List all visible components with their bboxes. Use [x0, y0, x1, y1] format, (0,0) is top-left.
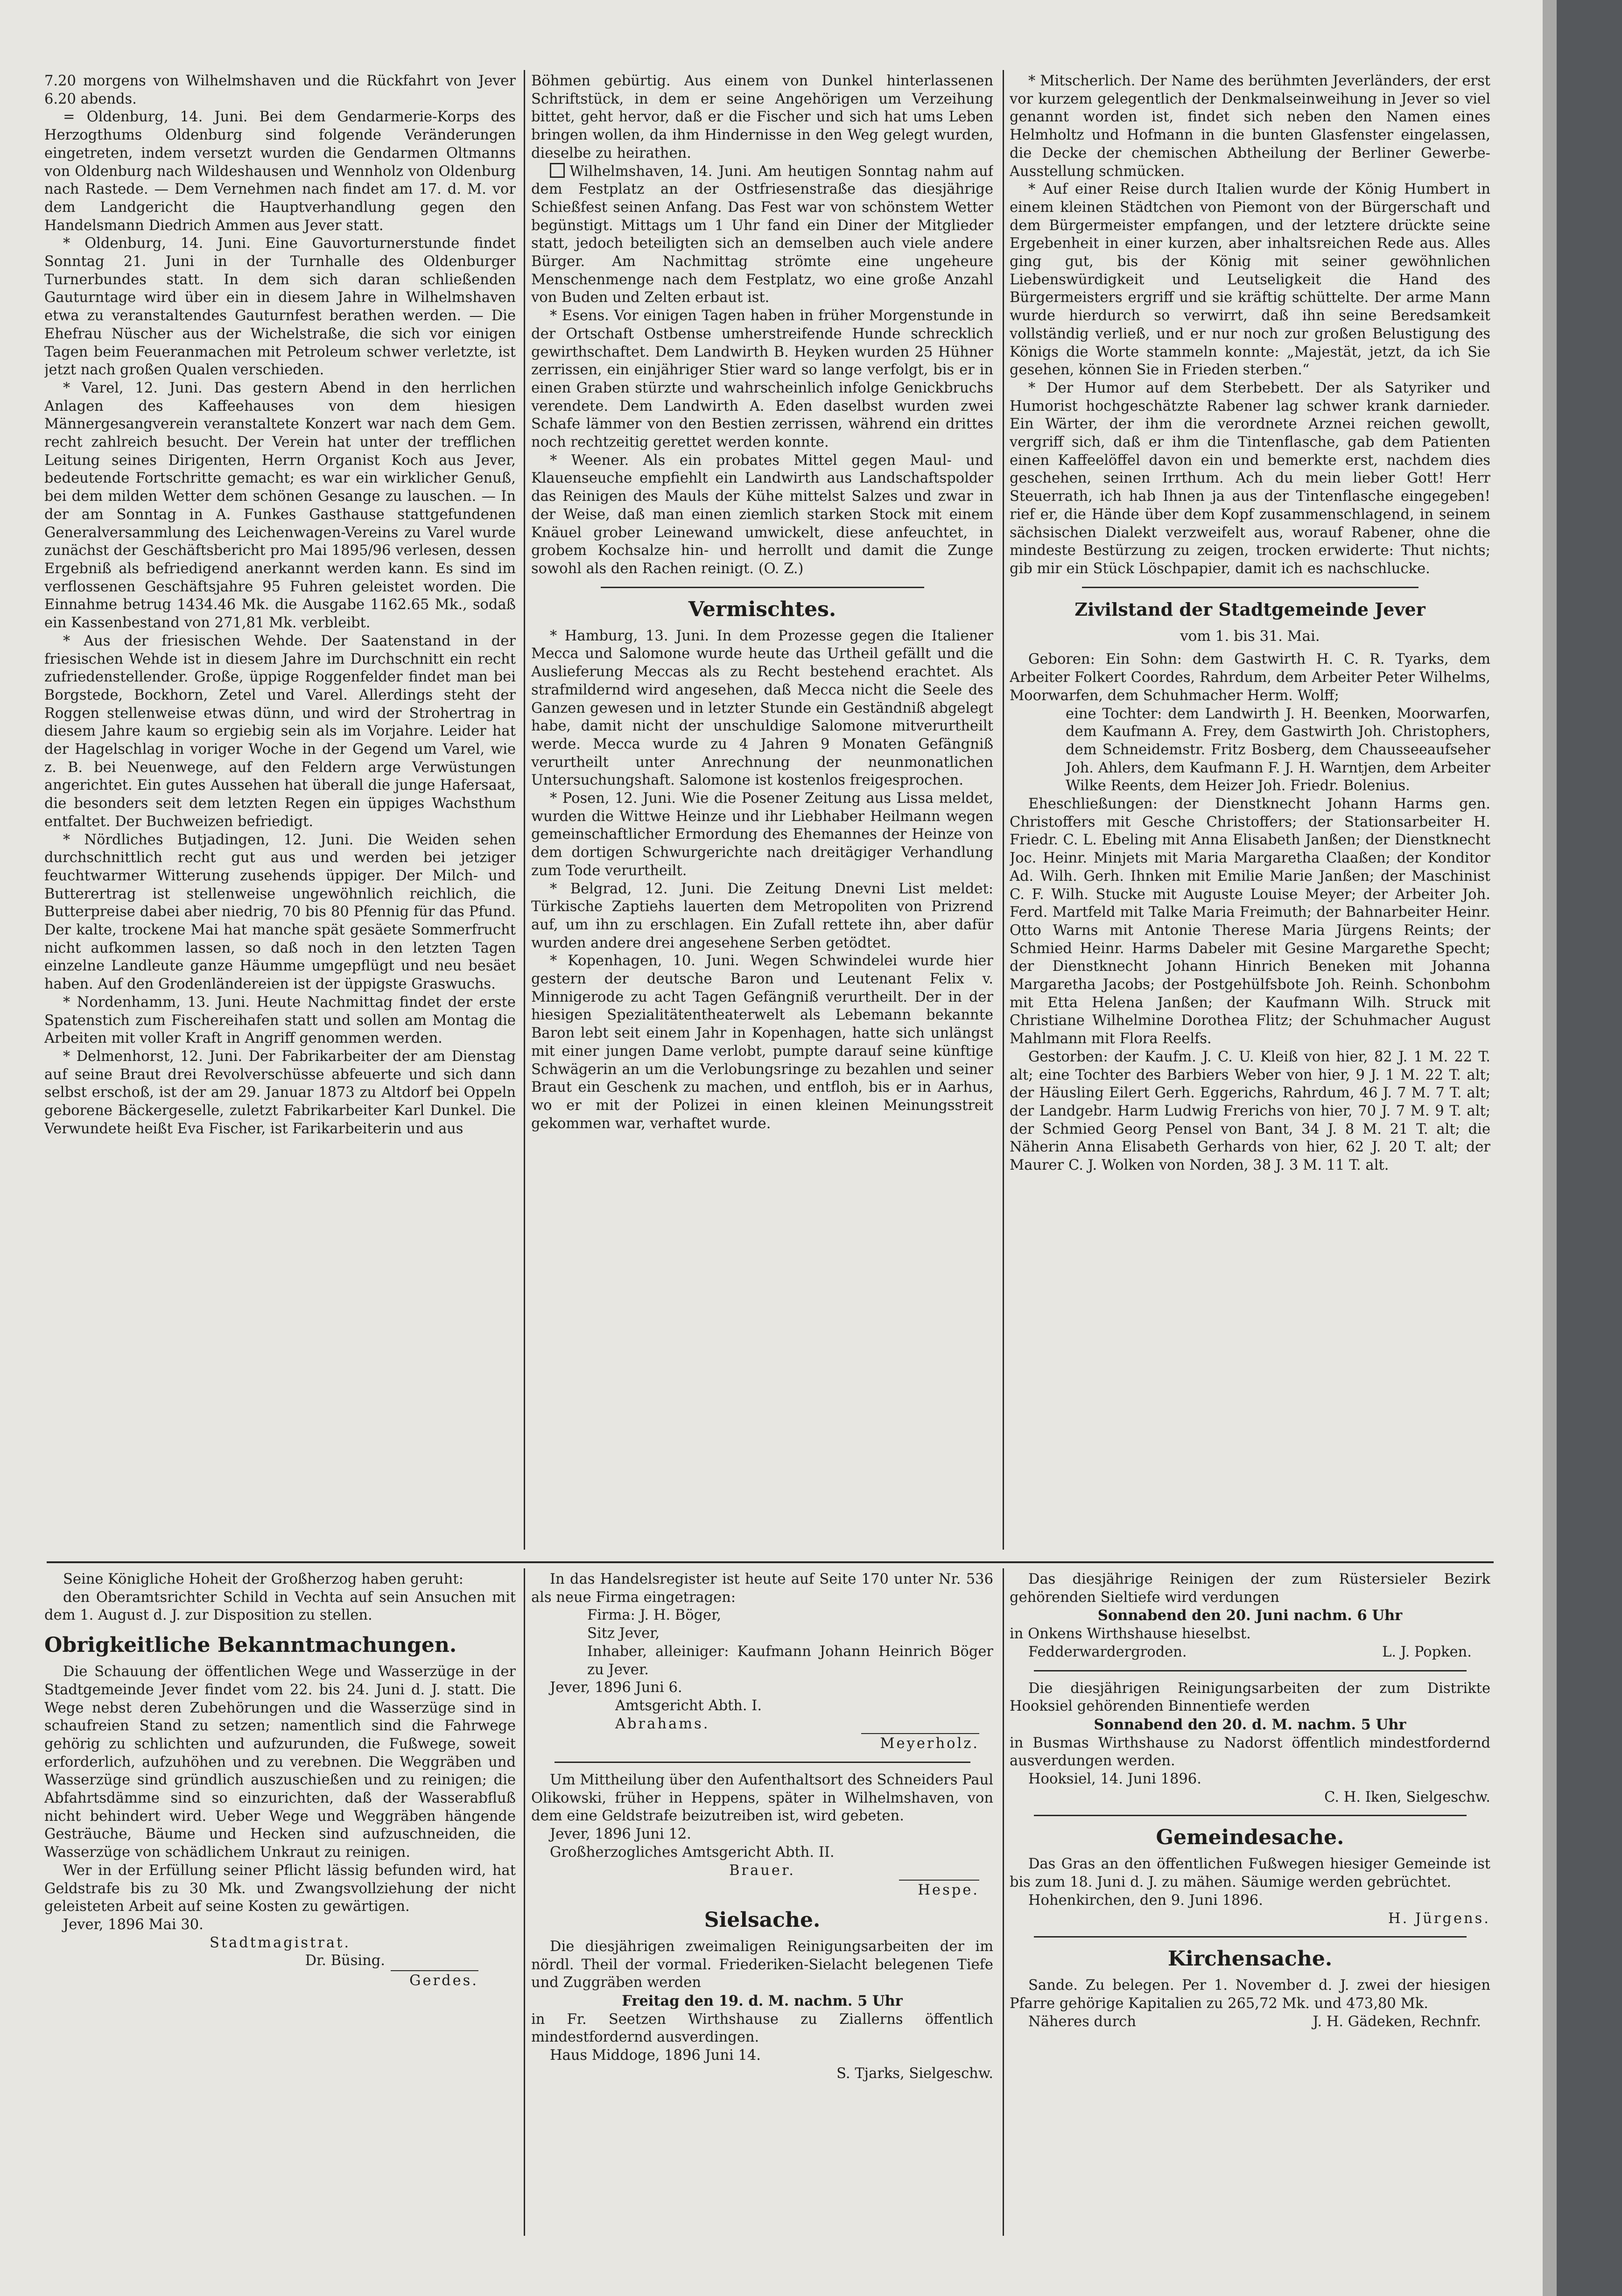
article: Wilhelmshaven, 14. Juni. Am heutigen Sonntag nahm auf dem Festplatz an der Ostfriesenstraße das diesjährige Schießfest seinen Anfang. Das Fest war von schönstem Wetter begünstigt. Mittags um 1 Uhr fand ein Diner der Mitglieder statt, jedoch beteiligten sich an demselben auch viele andere Bürger. Am Nachmittag strömte eine ungeheure Menschenmenge nach dem Festplatz, wo eine große Anzahl von Buden und Zelten erbaut ist.: [531, 163, 993, 306]
column-rule: [524, 70, 525, 1550]
box-icon: [550, 163, 565, 178]
news-column-3: [1010, 72, 1490, 1557]
article: * Kopenhagen, 10. Juni. Wegen Schwindelei wurde hier gestern der deutsche Baron und Leutenant Felix v. Minnigerode zu acht Tagen Gefängniß verurtheilt. Der in der hiesigen Spezialitätentheaterwelt als Lebemann bekannte Baron lebt seit einem Jahr in Kopenhagen, hatte sich unlängst mit einer jungen Dame verlobt, pumpte darauf seine künftige Schwägerin an um die Verlobungsringe zu bezahlen und seiner Braut ein Geschenk zu machen, und entfloh, bis er in Aarhus, wo er mit der Polizei in einen kleinen Meinungsstreit gekommen war, verhaftet wurde.: [531, 953, 993, 1132]
notice-name: Brauer.: [729, 1862, 795, 1879]
notice-text: Sitz Jever,: [587, 1625, 660, 1642]
scan-background: [1557, 0, 1622, 2296]
article: * Aus der friesischen Wehde. Der Saatenstand in der friesischen Wehde ist in diesem Jahre im Durchschnitt ein recht zufriedenstellender. Große, üppige Roggenfelder findet man bei Borgstede, Bockhorn, Zetel und Varel. Allerdings steht der Roggen stellenweise etwas dünn, und wird der Strohertrag in diesem Jahre kaum so ergiebig sein als im Vorjahre. Leider hat der Hagelschlag in voriger Woche in der Gegend um Varel, wie z. B. bei Neuenwege, auf den Feldern arge Verwüstungen angerichtet. Ein gutes Aussehen hat überall die junge Hafersaat, die besonders seit dem letzten Regen ein üppiges Wachsthum entfaltet. Der Buchweizen befriedigt.: [44, 632, 516, 830]
notice-heading: Kirchensache.: [1167, 1947, 1333, 1971]
article: * Auf einer Reise durch Italien wurde der König Humbert in einem kleinen Städtchen von Piemont von der Bürgerschaft und dem Bürgermeister empfangen, und der letztere drückte seine Ergebenheit in einer kurzen, aber inhaltsreichen Rede aus. Alles ging gut, bis der König mit seiner gewöhnlichen Liebenswürdigkeit und Leutseligkeit die Hand des Bürgermeisters ergriff und sie kräftig schüttelte. Der arme Mann wurde hierdurch so verwirrt, daß ihn seine Beredsamkeit vollständig verließ, und er nur noch zur großen Belustigung des Königs die Worte stammeln konnte: „Majestät, jetzt, da ich Sie gesehen, können Sie in Frieden sterben.“: [1010, 181, 1490, 379]
notice-name: Abrahams.: [615, 1715, 710, 1732]
divider: [1082, 587, 1418, 588]
notice-date: Hooksiel, 14. Juni 1896.: [1028, 1771, 1201, 1788]
notice-text: Die diesjährigen zweimaligen Reinigungsarbeiten der im nördl. Theil der vormal. Friederiken-Sielacht belegenen Tiefe und Zuggräben werden: [531, 1938, 993, 1991]
notice-column-2: [531, 1571, 993, 2243]
section-heading: Vermischtes.: [688, 597, 836, 621]
article: Böhmen gebürtig. Aus einem von Dunkel hinterlassenen Schriftstück, in dem er seine Angehörigen um Verzeihung bittet, geht hervor, daß er die Fischer und sich hat ums Leben bringen wollen, da ihm Hindernisse in den Weg gelegt wurden, dieselbe zu heirathen.: [531, 73, 993, 161]
civil-register-entry: Geboren: Ein Sohn: dem Gastwirth H. C. R. Tyarks, dem Arbeiter Folkert Coordes, Rahrdum, dem Arbeiter Peter Wilhelms, Moorwarfen, dem Schuhmacher Herm. Wolff;: [1010, 651, 1490, 704]
article: * Hamburg, 13. Juni. In dem Prozesse gegen die Italiener Mecca und Salomone wurde heute das Urtheil gefällt und die Auslieferung Meccas als zu Recht bestehend erachtet. Als strafmildernd wird angesehen, daß Mecca nicht die Seele des Ganzen gewesen und in letzter Stunde ein Geständniß abgelegt habe, damit nicht der unschuldige Salomone mitverurtheilt werde. Mecca wurde zu 4 Jahren 9 Monaten Gefängniß verurtheilt unter Anrechnung der neunmonatlichen Untersuchungshaft. Salomone ist kostenlos freigesprochen.: [531, 627, 993, 789]
article: * Mitscherlich. Der Name des berühmten Jeverländers, der erst vor kurzem gelegentlich der Denkmalseinweihung in Jever so viel genannt worden ist, findet sich neben den Namen eines Helmholtz und Hofmann in die bunten Glasfenster eingelassen, die Decke der chemischen Abtheilung der Berliner Gewerbe-Ausstellung schmücken.: [1010, 73, 1490, 180]
section-heading: Zivilstand der Stadtgemeinde Jever: [1074, 598, 1425, 620]
notice-text: Firma: J. H. Böger,: [587, 1607, 722, 1624]
notice-date-bold: Sonnabend den 20. d. M. nachm. 5 Uhr: [1094, 1716, 1406, 1733]
notice-heading: Sielsache.: [704, 1908, 821, 1932]
notice-heading: Obrigkeitliche Bekanntmachungen.: [44, 1633, 457, 1657]
notice-date: Jever, 1896 Juni 12.: [550, 1826, 691, 1843]
divider: [555, 1762, 970, 1763]
divider: [1034, 1936, 1467, 1938]
article: * Weener. Als ein probates Mittel gegen Maul- und Klauenseuche empfiehlt ein Landwirth aus Landschaftspolder das Reinigen des Mauls der Kühe mittelst Salzes und zwar in der Weise, daß man einen ziemlich starken Stock mit einem Knäuel grober Leinewand umwickelt, diese anfeuchtet, in grobem Kochsalze hin- und herrollt und damit die Zunge sowohl als den Rachen reinigt. (O. Z.): [531, 452, 993, 577]
article: * Posen, 12. Juni. Wie die Posener Zeitung aus Lissa meldet, wurden die Wittwe Heinze und ihr Liebhaber Heilmann wegen gemeinschaftlicher Ermordung des Ehemannes der Heinze von dem dortigen Schwurgerichte nach dreitägiger Verhandlung zum Tode verurtheilt.: [531, 790, 993, 879]
notice-authority: Stadtmagistrat.: [209, 1934, 351, 1951]
article: = Oldenburg, 14. Juni. Bei dem Gendarmerie-Korps des Herzogthums Oldenburg sind folgende Veränderungen eingetreten, indem versetzt wurden die Gendarmen Oltmanns von Oldenburg nach Wildeshausen und Wennholz von Oldenburg nach Rastede. — Dem Vernehmen nach findet am 17. d. M. vor dem Landgericht die Hauptverhandlung gegen den Handelsmann Diedrich Ammen aus Jever statt.: [44, 109, 516, 234]
notice-text: Sande. Zu belegen. Per 1. November d. J. zwei der hiesigen Pfarre gehörige Kapitalien zu 265,72 Mk. und 473,80 Mk.: [1010, 1977, 1490, 2012]
column-rule: [1003, 1568, 1004, 2236]
notice-date-bold: Freitag den 19. d. M. nachm. 5 Uhr: [622, 1993, 903, 2010]
notice-text: in Fr. Seetzen Wirthshause zu Ziallerns öffentlich mindestfordernd ausverdingen.: [531, 2011, 993, 2046]
notice-column-3: [1010, 1571, 1490, 2243]
notice-text: Die Schauung der öffentlichen Wege und Wasserzüge in der Stadtgemeinde Jever findet vom 22. bis 24. Juni d. J. statt. Die Wege nebst deren Zubehörungen und die Wasserzüge sind in schaufreien Stand zu setzen; namentlich sind die Fahrwege gehörig zu schlichten und aufzurunden, die Fußwege, soweit erforderlich, aufzuhöhen und zu verebnen. Die Weggräben und Wasserzüge sind gründlich auszuschießen und zu reinigen; die Abfahrtsdämme sind so einzurichten, daß der Wasserabfluß nicht behindert wird. Ueber Wege und Weggräben hängende Gesträuche, Bäume und Hecken sind aufzuschneiden, die Wasserzüge von schädlichem Unkraut zu reinigen.: [44, 1664, 516, 1861]
article: * Delmenhorst, 12. Juni. Der Fabrikarbeiter der am Dienstag auf seine Braut drei Revolverschüsse abfeuerte und sich dann selbst erschoß, ist der am 29. Januar 1873 zu Altdorf bei Oppeln geborene Bäckergeselle, zuletzt Fabrikarbeiter Karl Dunkel. Die Verwundete heißt Eva Fischer, ist Farikarbeiterin und aus: [44, 1048, 516, 1137]
divider: [1034, 1815, 1467, 1816]
notice-column-1: [44, 1571, 516, 2243]
notice-signature: C. H. Iken, Sielgeschw.: [1324, 1789, 1490, 1805]
article: * Belgrad, 12. Juni. Die Zeitung Dnevni List meldet: Türkische Zaptiehs lauerten dem Metropoliten von Prizrend auf, um ihn zu erschlagen. Ein Zufall rettete ihn, aber dafür wurden andere drei angesehene Serben getödtet.: [531, 880, 993, 951]
notice-signature: Gerdes.: [44, 1970, 516, 1990]
article: * Nordenhamm, 13. Juni. Heute Nachmittag findet der erste Spatenstich zum Fischereihafen statt und sollen am Montag die Arbeiten mit voller Kraft in Angriff genommen werden.: [44, 994, 516, 1047]
notice-text: Das diesjährige Reinigen der zum Rüstersieler Bezirk gehörenden Sieltiefe wird verdungen: [1010, 1571, 1490, 1606]
notice-text: Inhaber, alleiniger: Kaufmann Johann Heinrich Böger zu Jever.: [587, 1643, 993, 1678]
notice-text: in Busmas Wirthshause zu Nadorst öffentlich mindestfordernd ausverdungen werden.: [1010, 1734, 1490, 1769]
notice-place-sign: Näheres durch J. H. Gädeken, Rechnfr.: [1028, 2013, 1481, 2030]
notice-date-bold: Sonnabend den 20. Juni nachm. 6 Uhr: [1097, 1607, 1403, 1624]
section-rule: [47, 1561, 1494, 1563]
notice-text: den Oberamtsrichter Schild in Vechta auf sein Ansuchen mit dem 1. August d. J. zur Disposition zu stellen.: [44, 1589, 516, 1624]
article: * Nördliches Butjadingen, 12. Juni. Die Weiden sehen durchschnittlich recht gut aus und werden bei jetziger feuchtwarmer Witterung zusehends üppiger. Der Milch- und Butterertrag ist stellenweise ungewöhnlich reichlich, die Butterpreise dabei aber niedrig, 70 bis 80 Pfennig für das Pfund. Der kalte, trockene Mai hat manche spät gesäete Sommerfrucht nicht aufkommen lassen, so daß noch in den letzten Tagen einzelne Landleute ganze Häumme umgepflügt und neu besäet haben. Auf den Grodenländereien ist der üppigste Graswuchs.: [44, 831, 516, 993]
divider: [601, 587, 924, 588]
article: * Varel, 12. Juni. Das gestern Abend in den herrlichen Anlagen des Kaffeehauses von dem hiesigen Männergesangverein veranstaltete Konzert war nach dem Gem. recht zahlreich besucht. Der Verein hat unter der trefflichen Leitung seines Dirigenten, Herrn Organist Koch aus Jever, bedeutende Fortschritte gemacht; es war ein wirklicher Genuß, bei dem milden Wetter dem schönen Gesange zu lauschen. — In der am Sonntag in A. Funkes Gasthause stattgefundenen Generalversammlung des Leichenwagen-Vereins zu Varel wurde zunächst der Geschäftsbericht pro Mai 1895/96 verlesen, dessen Ergebniß als befriedigend anerkannt werden kann. Es sind im verflossenen Geschäftsjahre 95 Fuhren geleistet worden. Die Einnahme betrug 1434.46 Mk. die Ausgabe 1162.65 Mk., sodaß ein Kassenbestand von 271,81 Mk. verbleibt.: [44, 379, 516, 632]
notice-court: Großherzogliches Amtsgericht Abth. II.: [550, 1844, 835, 1861]
notice-place-sign: Fedderwardergroden. L. J. Popken.: [1028, 1643, 1472, 1660]
notice-text: Wer in der Erfüllung seiner Pflicht lässig befunden wird, hat Geldstrafe bis zu 30 Mk. und Zwangsvollziehung der nicht geleisteten Arbeit auf seine Kosten zu gewärtigen.: [44, 1862, 516, 1915]
news-column-1: [44, 72, 516, 1557]
notice-text: In das Handelsregister ist heute auf Seite 170 unter Nr. 536 als neue Firma eingetragen:: [531, 1571, 993, 1606]
notice-signature: Dr. Büsing.: [305, 1952, 385, 1969]
notice-text: in Onkens Wirthshause hieselbst.: [1010, 1626, 1251, 1643]
notice-signature: Hespe.: [531, 1880, 993, 1900]
news-column-2: [531, 72, 993, 1557]
notice-date: Jever, 1896 Juni 6.: [550, 1679, 682, 1696]
column-rule: [524, 1568, 525, 2236]
notice-text: Die diesjährigen Reinigungsarbeiten der zum Distrikte Hooksiel gehörenden Binnentiefe werden: [1010, 1680, 1490, 1715]
notice-text: Um Mittheilung über den Aufenthaltsort des Schneiders Paul Olikowski, früher in Heppens, später in Wilhelmshaven, von dem eine Geldstrafe beizutreiben ist, wird gebeten.: [531, 1772, 993, 1825]
notice-court: Amtsgericht Abth. I.: [615, 1697, 762, 1714]
notice-signature: S. Tjarks, Sielgeschw.: [836, 2065, 993, 2082]
notice-heading: Gemeindesache.: [1156, 1826, 1344, 1850]
notice-signature: H. Jürgens.: [1388, 1910, 1490, 1927]
notice-date: Hohenkirchen, den 9. Juni 1896.: [1028, 1892, 1263, 1909]
column-rule: [1003, 70, 1004, 1550]
notice-signature: Meyerholz.: [531, 1733, 993, 1753]
article: 7.20 morgens von Wilhelmshaven und die Rückfahrt von Jever 6.20 abends.: [44, 73, 516, 107]
civil-register-entry: eine Tochter: dem Landwirth J. H. Beenken, Moorwarfen, dem Kaufmann A. Frey, dem Gastwirth Joh. Christophers, dem Schneidemstr. Fritz Bosberg, dem Chausseeaufseher Joh. Ahlers, dem Kaufmann F. J. H. Warntjen, dem Arbeiter Wilke Reents, dem Heizer Joh. Friedr. Bolenius.: [1066, 705, 1490, 794]
section-subheading: vom 1. bis 31. Mai.: [1180, 627, 1320, 645]
notice-date: Jever, 1896 Mai 30.: [63, 1916, 204, 1933]
notice-date: Haus Middoge, 1896 Juni 14.: [550, 2047, 761, 2064]
page-edge: [1543, 0, 1557, 2296]
article: * Oldenburg, 14. Juni. Eine Gauvorturnerstunde findet Sonntag 21. Juni in der Turnhalle des Oldenburger Turnerbundes statt. In dem sich daran schließenden Gauturntage wird über ein in diesem Jahre in Wilhelmshaven etwa zu veranstaltendes Gauturnfest berathen werden. — Die Ehefrau Nüscher aus der Wichelstraße, die sich vor einigen Tagen beim Feueranmachen mit Petroleum schwer verletzte, ist jetzt nach großen Qualen verschieden.: [44, 235, 516, 379]
divider: [1034, 1670, 1467, 1671]
civil-register-entry: Gestorben: der Kaufm. J. C. U. Kleiß von hier, 82 J. 1 M. 22 T. alt; eine Tochter des Barbiers Weber von hier, 9 J. 1 M. 22 T. alt; der Häusling Eilert Gerh. Eggerichs, Rahrdum, 46 J. 7 M. 7 T. alt; der Landgebr. Harm Ludwig Frerichs von hier, 70 J. 7 M. 9 T. alt; der Schmied Georg Pensel von Bant, 34 J. 8 M. 21 T. alt; die Näherin Anna Elisabeth Gerhards von hier, 62 J. 20 T. alt; der Maurer C. J. Wolken von Norden, 38 J. 3 M. 11 T. alt.: [1010, 1048, 1490, 1174]
notice-text: Das Gras an den öffentlichen Fußwegen hiesiger Gemeinde ist bis zum 18. Juni d. J. zu mähen. Säumige werden gebrüchtet.: [1010, 1856, 1490, 1891]
civil-register-entry: Eheschließungen: der Dienstknecht Johann Harms gen. Christoffers mit Gesche Christoffers; der Stationsarbeiter H. Friedr. C. L. Ebeling mit Anna Elisabeth Janßen; der Dienstknecht Joc. Heinr. Minjets mit Maria Margaretha Claaßen; der Konditor Ad. Wilh. Gerh. Ihnken mit Emilie Marie Janßen; der Maschinist C. F. Wilh. Stucke mit Auguste Louise Meyer; der Arbeiter Joh. Ferd. Martfeld mit Talke Maria Freimuth; der Bahnarbeiter Heinr. Otto Warns mit Antonie Therese Maria Jürgens Reints; der Schmied Heinr. Harms Dabeler mit Gesine Margarethe Specht; der Dienstknecht Johann Hinrich Beneken mit Johanna Margaretha Jacobs; der Postgehülfsbote Joh. Reinh. Schonbohm mit Etta Helena Janßen; der Kaufmann Wilh. Struck mit Christiane Wilhelmine Dorothea Flitz; der Schuhmacher August Mahlmann mit Flora Reelfs.: [1010, 796, 1490, 1047]
article: * Esens. Vor einigen Tagen haben in früher Morgenstunde in der Ortschaft Ostbense umherstreifende Hunde schrecklich gewirthschaftet. Dem Landwirth B. Heyken wurden 25 Hühner zerrissen, ein einjähriger Stier ward so lange verfolgt, bis er in einen Graben stürzte und wahrscheinlich infolge Genickbruchs verendete. Dem Landwirth A. Eden daselbst wurden zwei Schafe lämmer von den Bestien zerrissen, während ein drittes noch rechtzeitig gerettet werden konnte.: [531, 308, 993, 451]
article: * Der Humor auf dem Sterbebett. Der als Satyriker und Humorist hochgeschätzte Rabener lag schwer krank darnieder. Ein Wärter, der ihm die verordnete Arznei reichen gewollt, vergriff sich, daß er ihm die Tintenflasche, gab dem Patienten einen Kaffeelöffel davon ein und bemerkte erst, nachdem dies geschehen, seinen Irrthum. Ach du mein lieber Gott! Herr Steuerrath, ich hab Ihnen ja aus der Tintenflasche eingegeben! rief er, die Hände über dem Kopf zusammenschlagend, in seinem sächsischen Dialekt verzweifelt aus, worauf Rabener, ohne die mindeste Bestürzung zu zeigen, trocken erwiderte: Thut nichts; gib mir ein Stück Löschpapier, damit ich es nachschlucke.: [1010, 379, 1490, 577]
notice-text: Seine Königliche Hoheit der Großherzog haben geruht:: [63, 1571, 463, 1587]
